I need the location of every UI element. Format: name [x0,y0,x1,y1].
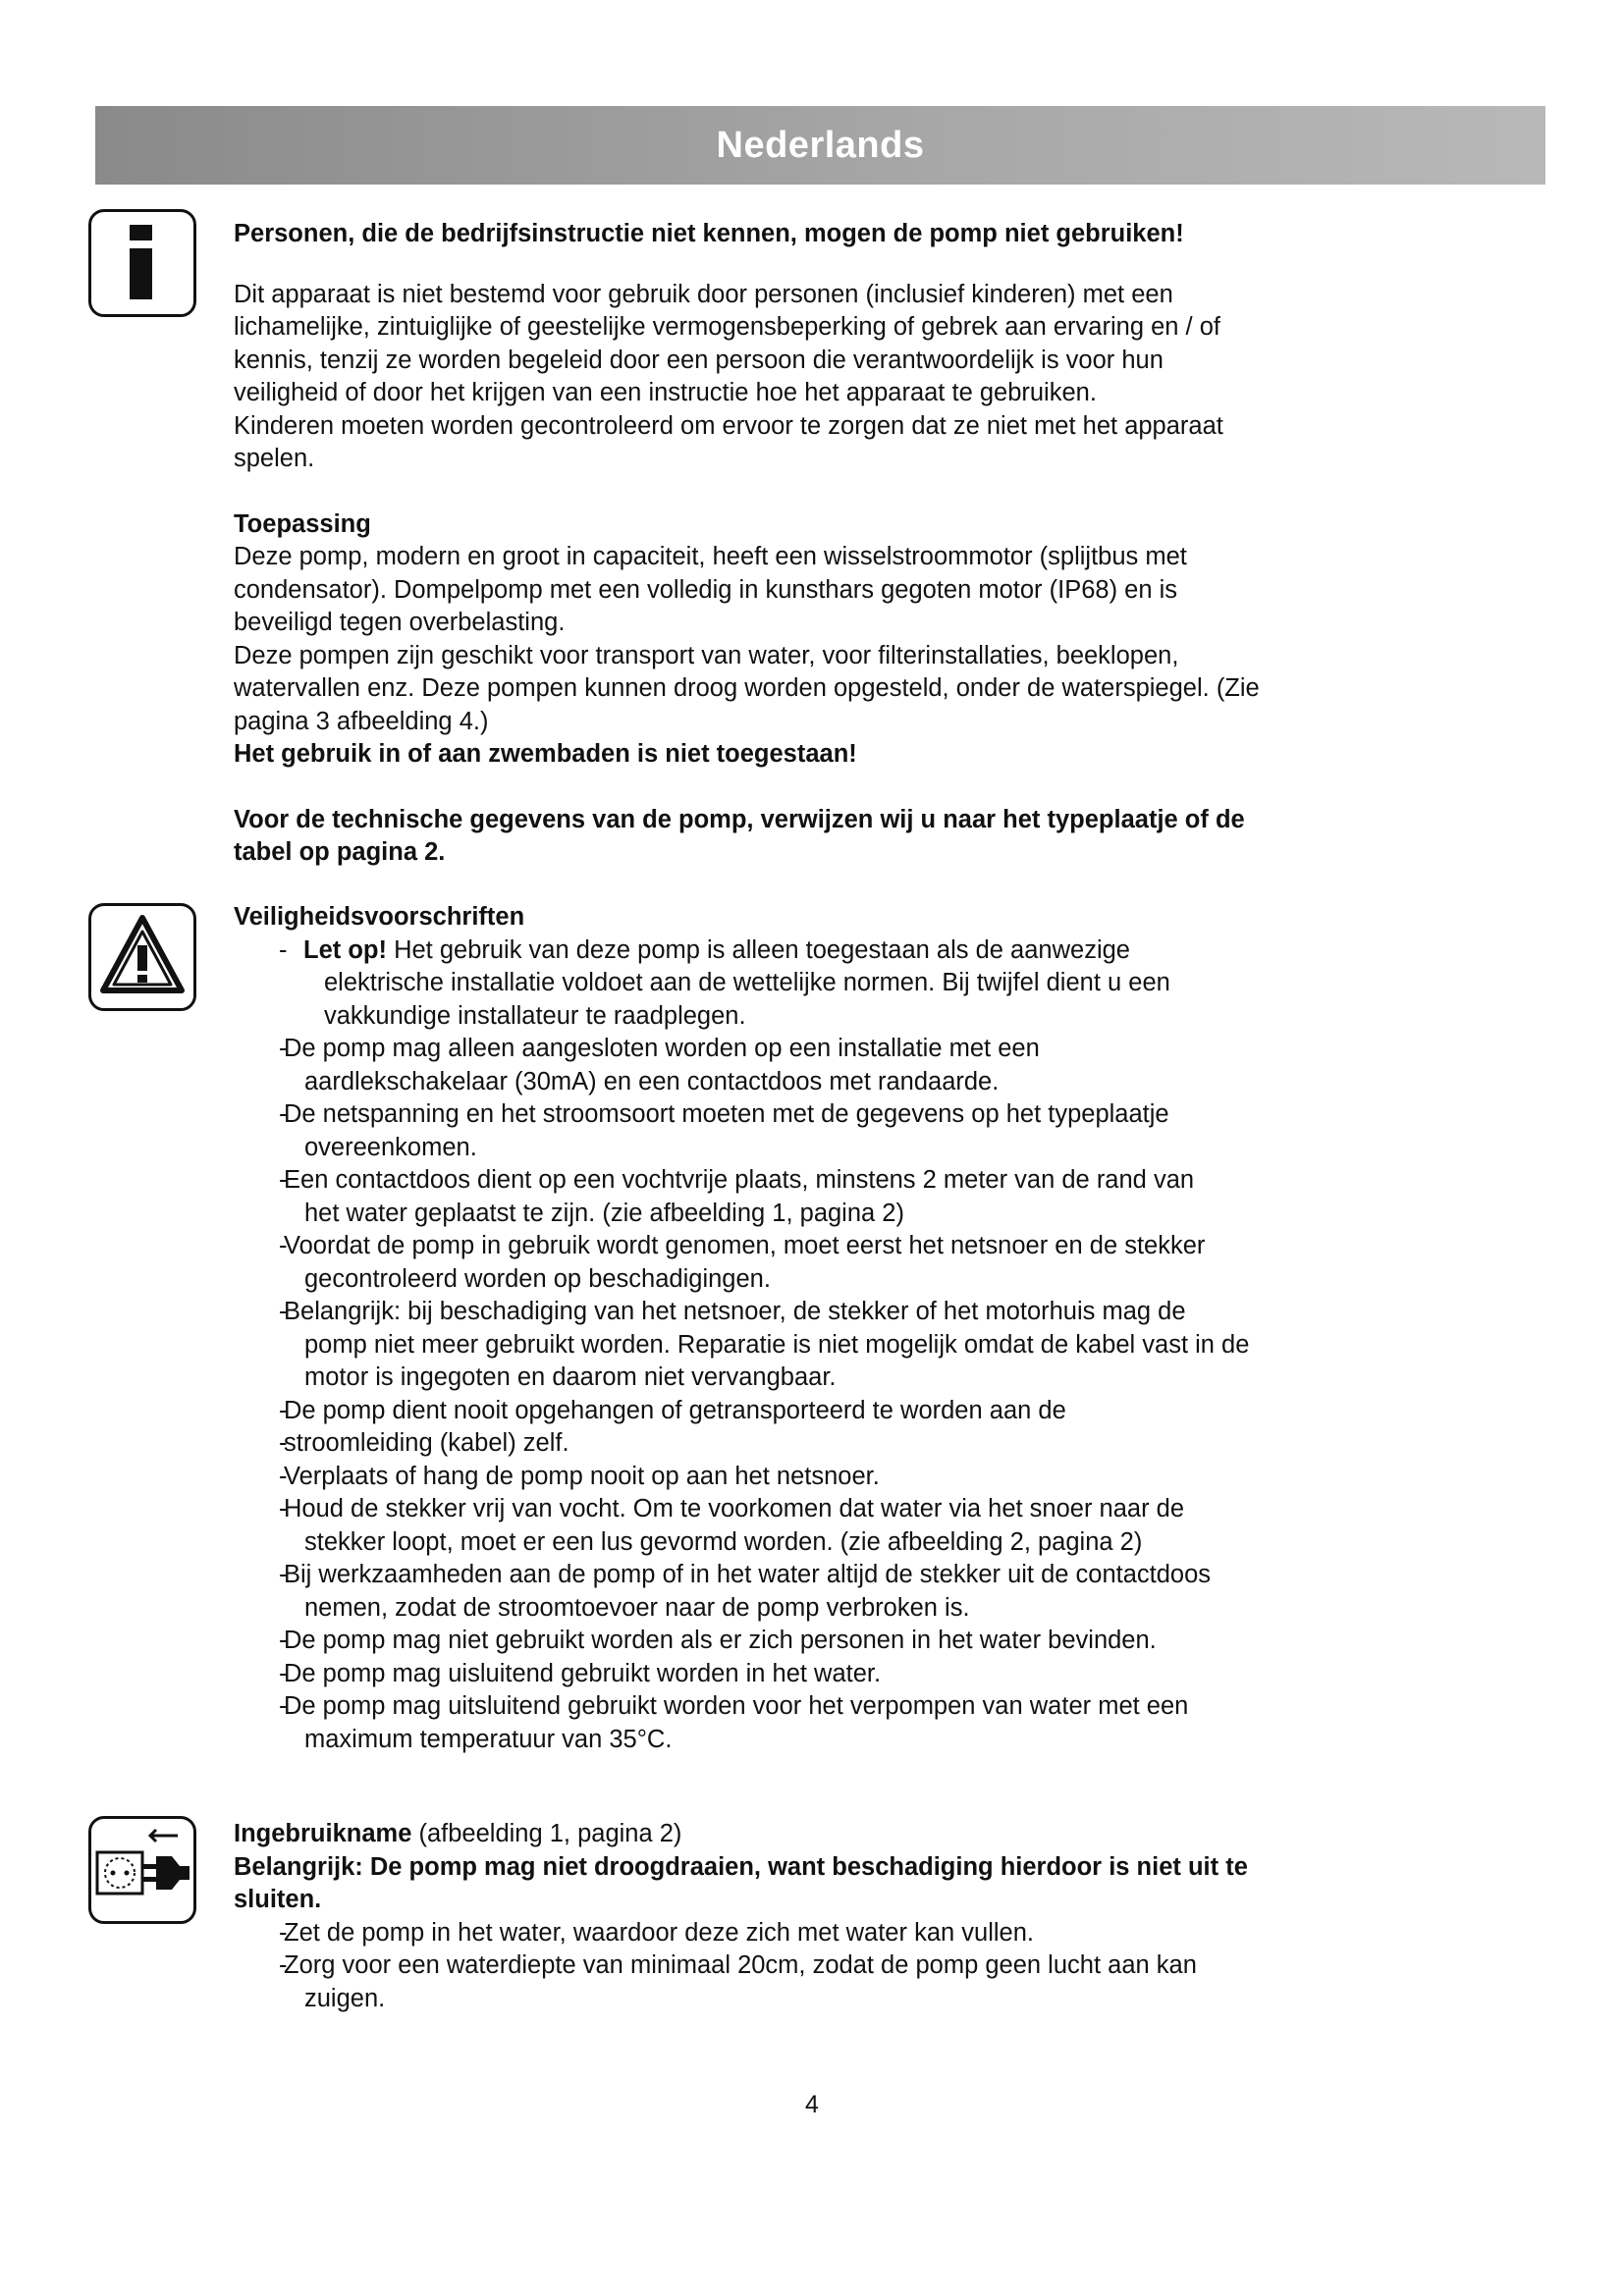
list-item-text: het water geplaatst te zijn. (zie afbeelding 1, pagina 2) [304,1199,904,1227]
list-item [234,1033,1412,1098]
list-item [234,1625,1412,1658]
application-line: beveiligd tegen overbelasting. [234,609,566,636]
list-item-text: gecontroleerd worden op beschadigingen. [304,1264,771,1293]
list-item-text: Bij werkzaamheden aan de pomp of in het water altijd de stekker uit de contactdoos [284,1561,1212,1588]
list-item [234,1098,1412,1164]
intro-line: kennis, tenzij ze worden begeleid door een persoon die verantwoordelijk is voor hun [234,346,1164,374]
list-item-text: stekker loopt, moet er een lus gevormd worden. (zie afbeelding 2, pagina 2) [304,1527,1143,1556]
list-item [234,1296,1412,1395]
list-item-text: Belangrijk: bij beschadiging van het netsnoer, de stekker of het motorhuis mag de [284,1298,1186,1325]
list-item-text: De netspanning en het stroomsoort moeten met de gegevens op het typeplaatje [284,1100,1169,1128]
technical-data-note: Voor de technische gegevens van de pomp, verwijzen wij u naar het typeplaatje of de [234,805,1245,833]
list-item-text: Verplaats of hang de pomp nooit op aan het netsnoer. [284,1462,880,1490]
list-item [234,1461,1412,1494]
list-item-text: overeenkomen. [304,1133,477,1161]
list-item-text: Zet de pomp in het water, waardoor deze zich met water kan vullen. [284,1918,1034,1947]
application-line: condensator). Dompelpomp met een volledig in kunsthars gegoten motor (IP68) en is [234,575,1178,604]
intro-line: spelen. [234,445,315,472]
intro-line: lichamelijke, zintuiglijke of geestelijke vermogensbeperking of gebrek aan ervaring en / of [234,313,1220,341]
warning-triangle-icon [88,903,196,1011]
language-banner [95,106,1545,185]
list-item-text: elektrische installatie voldoet aan de wettelijke normen. Bij twijfel dient u een [324,969,1170,996]
list-item-text: pomp niet meer gebruikt worden. Reparatie is niet mogelijk omdat de kabel vast in de [304,1330,1250,1359]
list-item [234,1164,1412,1230]
attention-label: Let op! [303,935,387,964]
application-line: watervallen enz. Deze pompen kunnen droog worden opgesteld, onder de waterspiegel. (Zie [234,674,1260,702]
commissioning-heading: Ingebruikname [234,1820,412,1847]
list-item-text: Voordat de pomp in gebruik wordt genomen, moet eerst het netsnoer en de stekker [284,1232,1206,1259]
list-item-text: De pomp mag uitsluitend gebruikt worden voor het verpompen van water met een [284,1692,1189,1720]
list-item-text: maximum temperatuur van 35°C. [304,1725,673,1753]
list-item-text: nemen, zodat de stroomtoevoer naar de pomp verbroken is. [304,1593,970,1622]
list-item-text: stroomleiding (kabel) zelf. [284,1429,569,1457]
list-item-text: Het gebruik van deze pomp is alleen toegestaan als de aanwezige [386,935,1130,964]
application-heading: Toepassing [234,509,371,538]
list-item [234,1427,1412,1461]
safety-heading: Veiligheidsvoorschriften [234,903,525,931]
list-item-text: motor is ingegoten en daarom niet vervangbaar. [304,1363,837,1391]
safety-section [234,901,1412,1756]
list-item [234,1949,1412,2015]
info-icon [88,209,196,317]
commissioning-list [234,1917,1412,2016]
list-item-text: De pomp mag alleen aangesloten worden op een installatie met een [284,1035,1040,1062]
intro-heading: Personen, die de bedrijfsinstructie niet kennen, mogen de pomp niet gebruiken! [234,220,1184,247]
intro-line: veiligheid of door het krijgen van een instructie hoe het apparaat te gebruiken. [234,379,1097,406]
pool-warning: Het gebruik in of aan zwembaden is niet toegestaan! [234,740,857,768]
safety-list [234,934,1412,1757]
list-item-text: Een contactdoos dient op een vochtvrije plaats, minstens 2 meter van de rand van [284,1166,1195,1194]
list-item [234,1395,1412,1428]
list-item [234,1493,1412,1559]
list-item [234,934,1412,1034]
list-item-text: Zorg voor een waterdiepte van minimaal 20cm, zodat de pomp geen lucht aan kan [284,1951,1197,1979]
banner-title: Nederlands [716,124,925,166]
dry-run-warning: Belangrijk: De pomp mag niet droogdraaien, want beschadiging hierdoor is niet uit te [234,1852,1248,1881]
list-item-text: Houd de stekker vrij van vocht. Om te voorkomen dat water via het snoer naar de [284,1495,1185,1522]
list-item [234,1917,1412,1950]
plug-socket-icon [88,1816,196,1924]
page-number: 4 [805,2091,819,2118]
list-item [234,1230,1412,1296]
application-line: pagina 3 afbeelding 4.) [234,707,489,735]
list-item-text: De pomp mag uisluitend gebruikt worden in het water. [284,1659,882,1687]
application-line: Deze pompen zijn geschikt voor transport van water, voor filterinstallaties, beeklopen, [234,641,1179,669]
list-item-text: zuigen. [304,1984,386,2012]
intro-section [234,218,1412,870]
technical-data-note: tabel op pagina 2. [234,838,446,866]
dry-run-warning: sluiten. [234,1886,322,1913]
list-item-text: De pomp dient nooit opgehangen of getransporteerd te worden aan de [284,1396,1066,1424]
commissioning-section [234,1818,1412,2015]
intro-line: Kinderen moeten worden gecontroleerd om ervoor te zorgen dat ze niet met het apparaat [234,411,1223,440]
list-item [234,1690,1412,1756]
list-item [234,1559,1412,1625]
list-item [234,1658,1412,1691]
list-item-text: aardlekschakelaar (30mA) en een contactdoos met randaarde. [304,1067,1000,1095]
intro-line: Dit apparaat is niet bestemd voor gebruik door personen (inclusief kinderen) met een [234,280,1173,308]
application-line: Deze pomp, modern en groot in capaciteit, heeft een wisselstroommotor (splijtbus met [234,543,1187,570]
list-item-text: De pomp mag niet gebruikt worden als er zich personen in het water bevinden. [284,1627,1157,1654]
list-item-text: vakkundige installateur te raadplegen. [324,1001,746,1030]
commissioning-reference: (afbeelding 1, pagina 2) [411,1820,682,1847]
